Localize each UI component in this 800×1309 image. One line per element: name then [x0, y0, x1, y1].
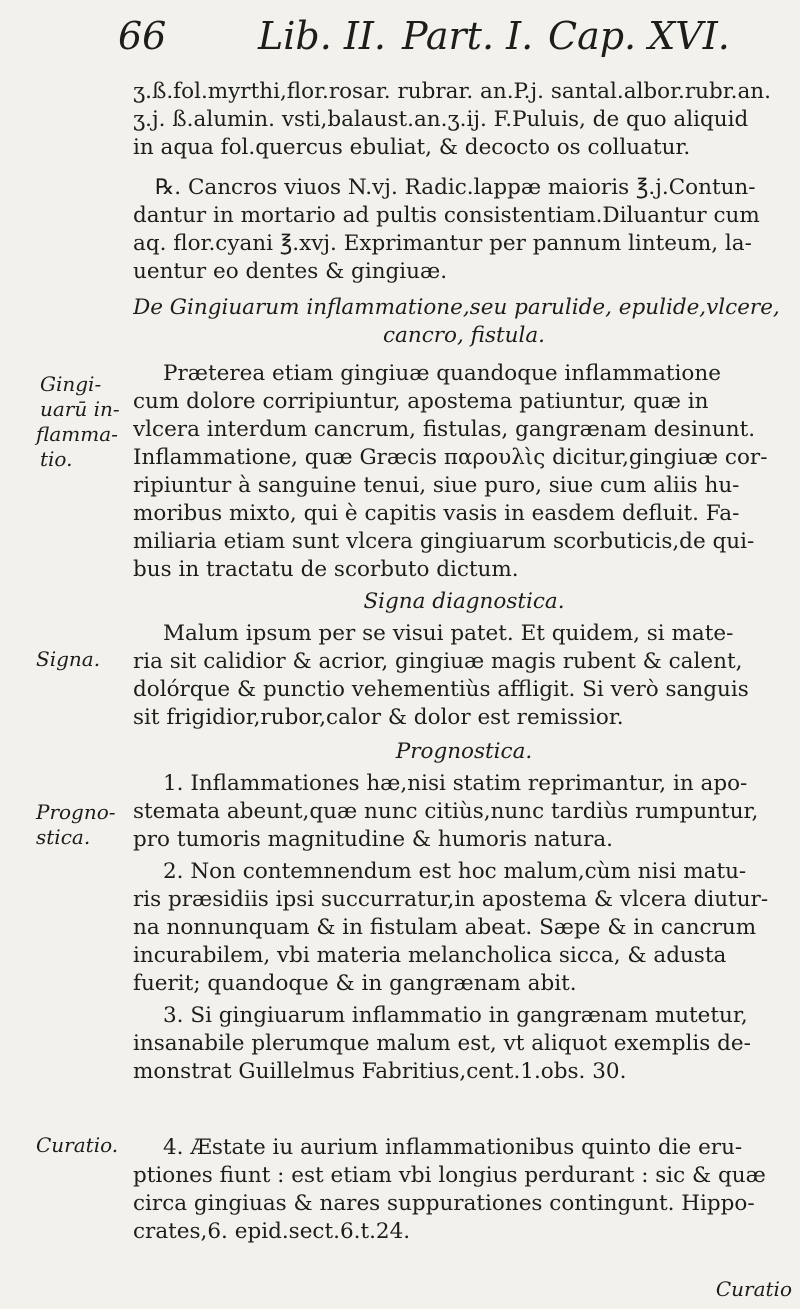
text-line: fuerit; quandoque & in gangrænam abit.: [133, 971, 577, 996]
text-line: monstrat Guillelmus Fabritius,cent.1.obs. 30.: [133, 1059, 627, 1084]
section-heading: Prognostica.: [395, 739, 533, 764]
text-line: 1. Inflammationes hæ,nisi statim reprimantur, in apo-: [163, 771, 748, 796]
text-line: ℞. Cancros viuos N.vj. Radic.lappæ maioris ℥.j.Contun-: [155, 175, 756, 200]
text-line: uentur eo dentes & gingiuæ.: [133, 259, 448, 284]
text-line: ʒ.ß.fol.myrthi,flor.rosar. rubrar. an.P.j. santal.albor.rubr.an.: [133, 79, 771, 104]
text-line: Malum ipsum per se visui patet. Et quidem, si mate-: [163, 621, 734, 646]
text-line: crates,6. epid.sect.6.t.24.: [133, 1219, 411, 1244]
section-heading: De Gingiuarum inflammatione,seu parulide, epulide,vlcere,: [133, 295, 780, 320]
text-line: ʒ.j. ß.alumin. vsti,balaust.an.ʒ.ij. F.Puluis, de quo aliquid: [133, 107, 749, 132]
section-heading: cancro, fistula.: [382, 323, 546, 348]
text-line: in aqua fol.quercus ebuliat, & decocto os colluatur.: [133, 135, 691, 160]
text-line: na nonnunquam & in fistulam abeat. Sæpe & in cancrum: [133, 915, 757, 940]
text-line: stemata abeunt,quæ nunc citiùs,nunc tardiùs rumpuntur,: [133, 799, 759, 824]
text-line: ptiones fiunt : est etiam vbi longius perdurant : sic & quæ: [133, 1163, 766, 1188]
text-line: Inflammatione, quæ Græcis παρουλὶς dicitur,gingiuæ cor-: [133, 445, 768, 470]
text-line: 2. Non contemnendum est hoc malum,cùm nisi matu-: [163, 859, 747, 884]
text-line: ris præsidiis ipsi succurratur,in apostema & vlcera diutur-: [133, 887, 769, 912]
text-line: ripiuntur à sanguine tenui, siue puro, siue cum aliis hu-: [133, 473, 740, 498]
text-line: insanabile plerumque malum est, vt aliquot exemplis de-: [133, 1031, 751, 1056]
text-line: incurabilem, vbi materia melancholica sicca, & adusta: [133, 943, 727, 968]
margin-note-gingiuarum: Gingi- uarū in- flamma- tio.: [36, 372, 120, 471]
text-line: pro tumoris magnitudine & humoris natura.: [133, 827, 613, 852]
text-line: miliaria etiam sunt vlcera gingiuarum scorbuticis,de qui-: [133, 529, 755, 554]
catchword: Curatio: [715, 1277, 792, 1301]
text-line: 3. Si gingiuarum inflammatio in gangrænam mutetur,: [163, 1003, 748, 1028]
margin-note-curatio: Curatio.: [36, 1133, 119, 1157]
running-header: [118, 14, 778, 64]
text-line: circa gingiuas & nares suppurationes contingunt. Hippo-: [133, 1191, 755, 1216]
text-line: vlcera interdum cancrum, fistulas, gangrænam desinunt.: [133, 417, 756, 442]
text-line: ria sit calidior & acrior, gingiuæ magis rubent & calent,: [133, 649, 743, 674]
margin-note-signa: Signa.: [36, 647, 101, 671]
header-cap: Cap. XVI.: [548, 14, 730, 58]
margin-note-prognostica: Progno- stica.: [36, 800, 116, 849]
text-line: dolórque & punctio vehementiùs affligit. Si verò sanguis: [133, 677, 749, 702]
section-heading: Signa diagnostica.: [363, 589, 565, 614]
header-lib: Lib. II.: [258, 14, 386, 58]
text-line: bus in tractatu de scorbuto dictum.: [133, 557, 519, 582]
text-line: dantur in mortario ad pultis consistentiam.Diluantur cum: [133, 203, 760, 228]
text-line: aq. flor.cyani ℥.xvj. Exprimantur per pannum linteum, la-: [133, 231, 752, 256]
text-line: moribus mixto, qui è capitis vasis in easdem defluit. Fa-: [133, 501, 740, 526]
text-line: Præterea etiam gingiuæ quandoque inflammatione: [163, 361, 721, 386]
text-line: cum dolore corripiuntur, apostema patiuntur, quæ in: [133, 389, 709, 414]
text-line: sit frigidior,rubor,calor & dolor est remissior.: [133, 705, 624, 730]
page-number: 66: [118, 14, 167, 58]
text-line: 4. Æstate iu aurium inflammationibus quinto die eru-: [163, 1135, 743, 1160]
header-part: Part. I.: [402, 14, 534, 58]
